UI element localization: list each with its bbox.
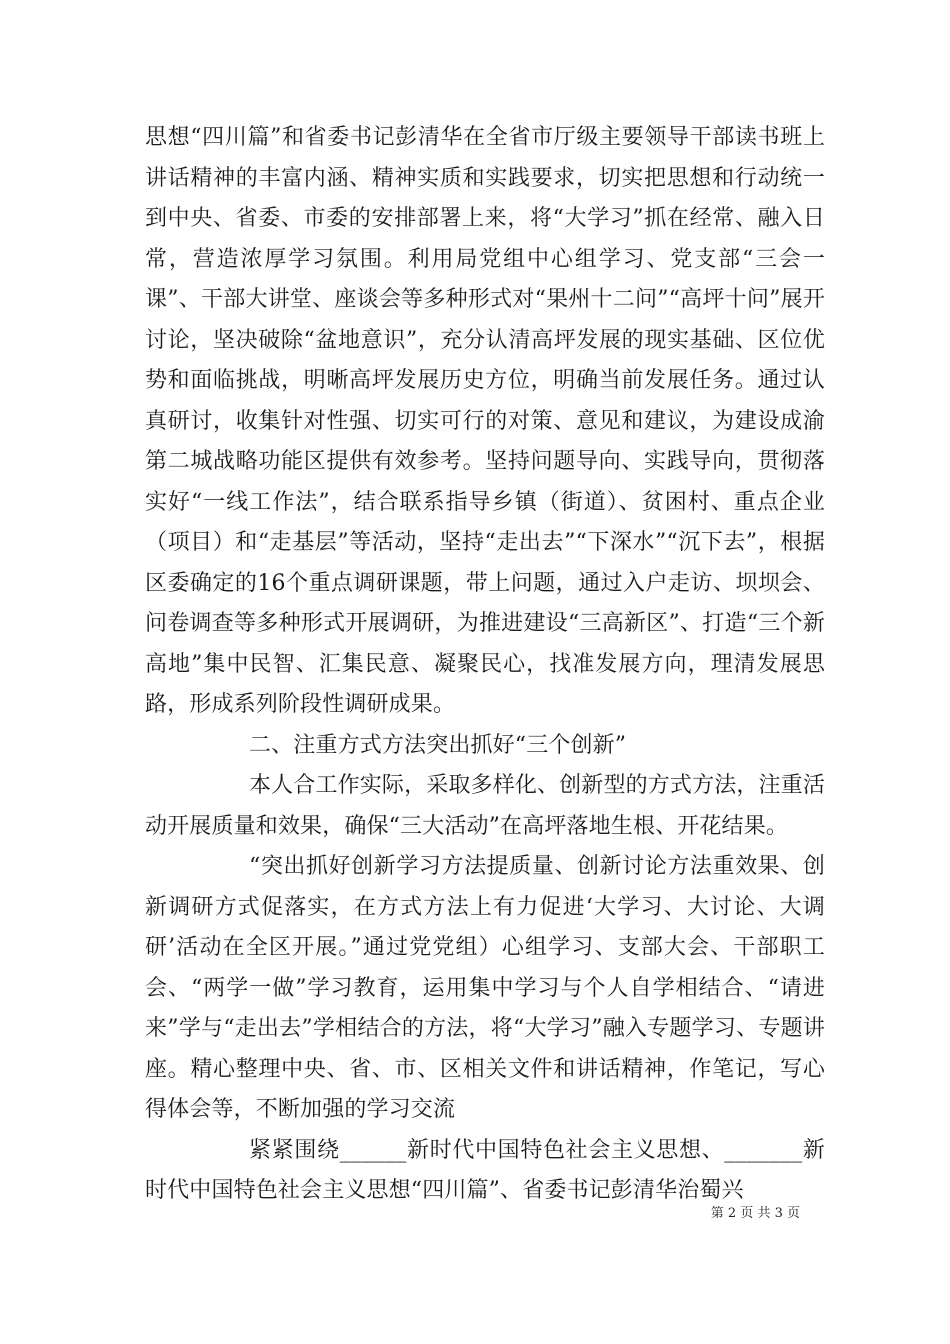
document-body xyxy=(145,118,825,1212)
section-heading-two: 二、注重方式方法突出抓好“三个创新” xyxy=(249,732,627,758)
paragraph-continuation: 思想“四川篇”和省委书记彭清华在全省市厅级主要领导干部读书班上讲话精神的丰富内涵、精神实质和实践要求，切实把思想和行动统一到中央、省委、市委的安排部署上来，将“大学习”抓在经常、融入日常，营造浓厚学习氛围。利用局党组中心组学习、党支部“三会一课”、干部大讲堂、座谈会等多种形式对“果州十二问”“高坪十问”展开讨论，坚决破除“盆地意识”，充分认清高坪发展的现实基础、区位优势和面临挑战，明晰高坪发展历史方位，明确当前发展任务。通过认真研讨，收集针对性强、切实可行的对策、意见和建议，为建设成渝第二城战略功能区提供有效参考。坚持问题导向、实践导向，贯彻落实好“一线工作法”，结合联系指导乡镇（街道）、贫困村、重点企业（项目）和“走基层”等活动，坚持“走出去”“下深水”“沉下去”，根据区委确定的16个重点调研课题，带上问题，通过入户走访、坝坝会、问卷调查等多种形式开展调研，为推进建设“三高新区”、打造“三个新高地”集中民智、汇集民意、凝聚民心，找准发展方向，理清发展思路，形成系列阶段性调研成果。 xyxy=(145,125,825,717)
paragraph-innovation-quote: “突出抓好创新学习方法提质量、创新讨论方法重效果、创新调研方式促落实，在方式方法上有力促进‘大学习、大讨论、大调研’活动在全区开展。”通过党党组）心组学习、支部大会、干部职工会、“两学一做”学习教育，运用集中学习与个人自学相结合、“请进来”学与“走出去”学相结合的方法，将“大学习”融入专题学习、专题讲座。精心整理中央、省、市、区相关文件和讲话精神，作笔记，写心得体会等，不断加强的学习交流 xyxy=(145,854,825,1122)
paragraph-closely-around: 紧紧围绕______新时代中国特色社会主义思想、_______新时代中国特色社会主义思想“四川篇”、省委书记彭清华治蜀兴 xyxy=(145,1137,825,1203)
page-number-footer: 第 2 页 共 3 页 xyxy=(710,1206,800,1221)
paragraph-method-intro: 本人合工作实际，采取多样化、创新型的方式方法，注重活动开展质量和效果，确保“三大活动”在高坪落地生根、开花结果。 xyxy=(145,773,825,839)
